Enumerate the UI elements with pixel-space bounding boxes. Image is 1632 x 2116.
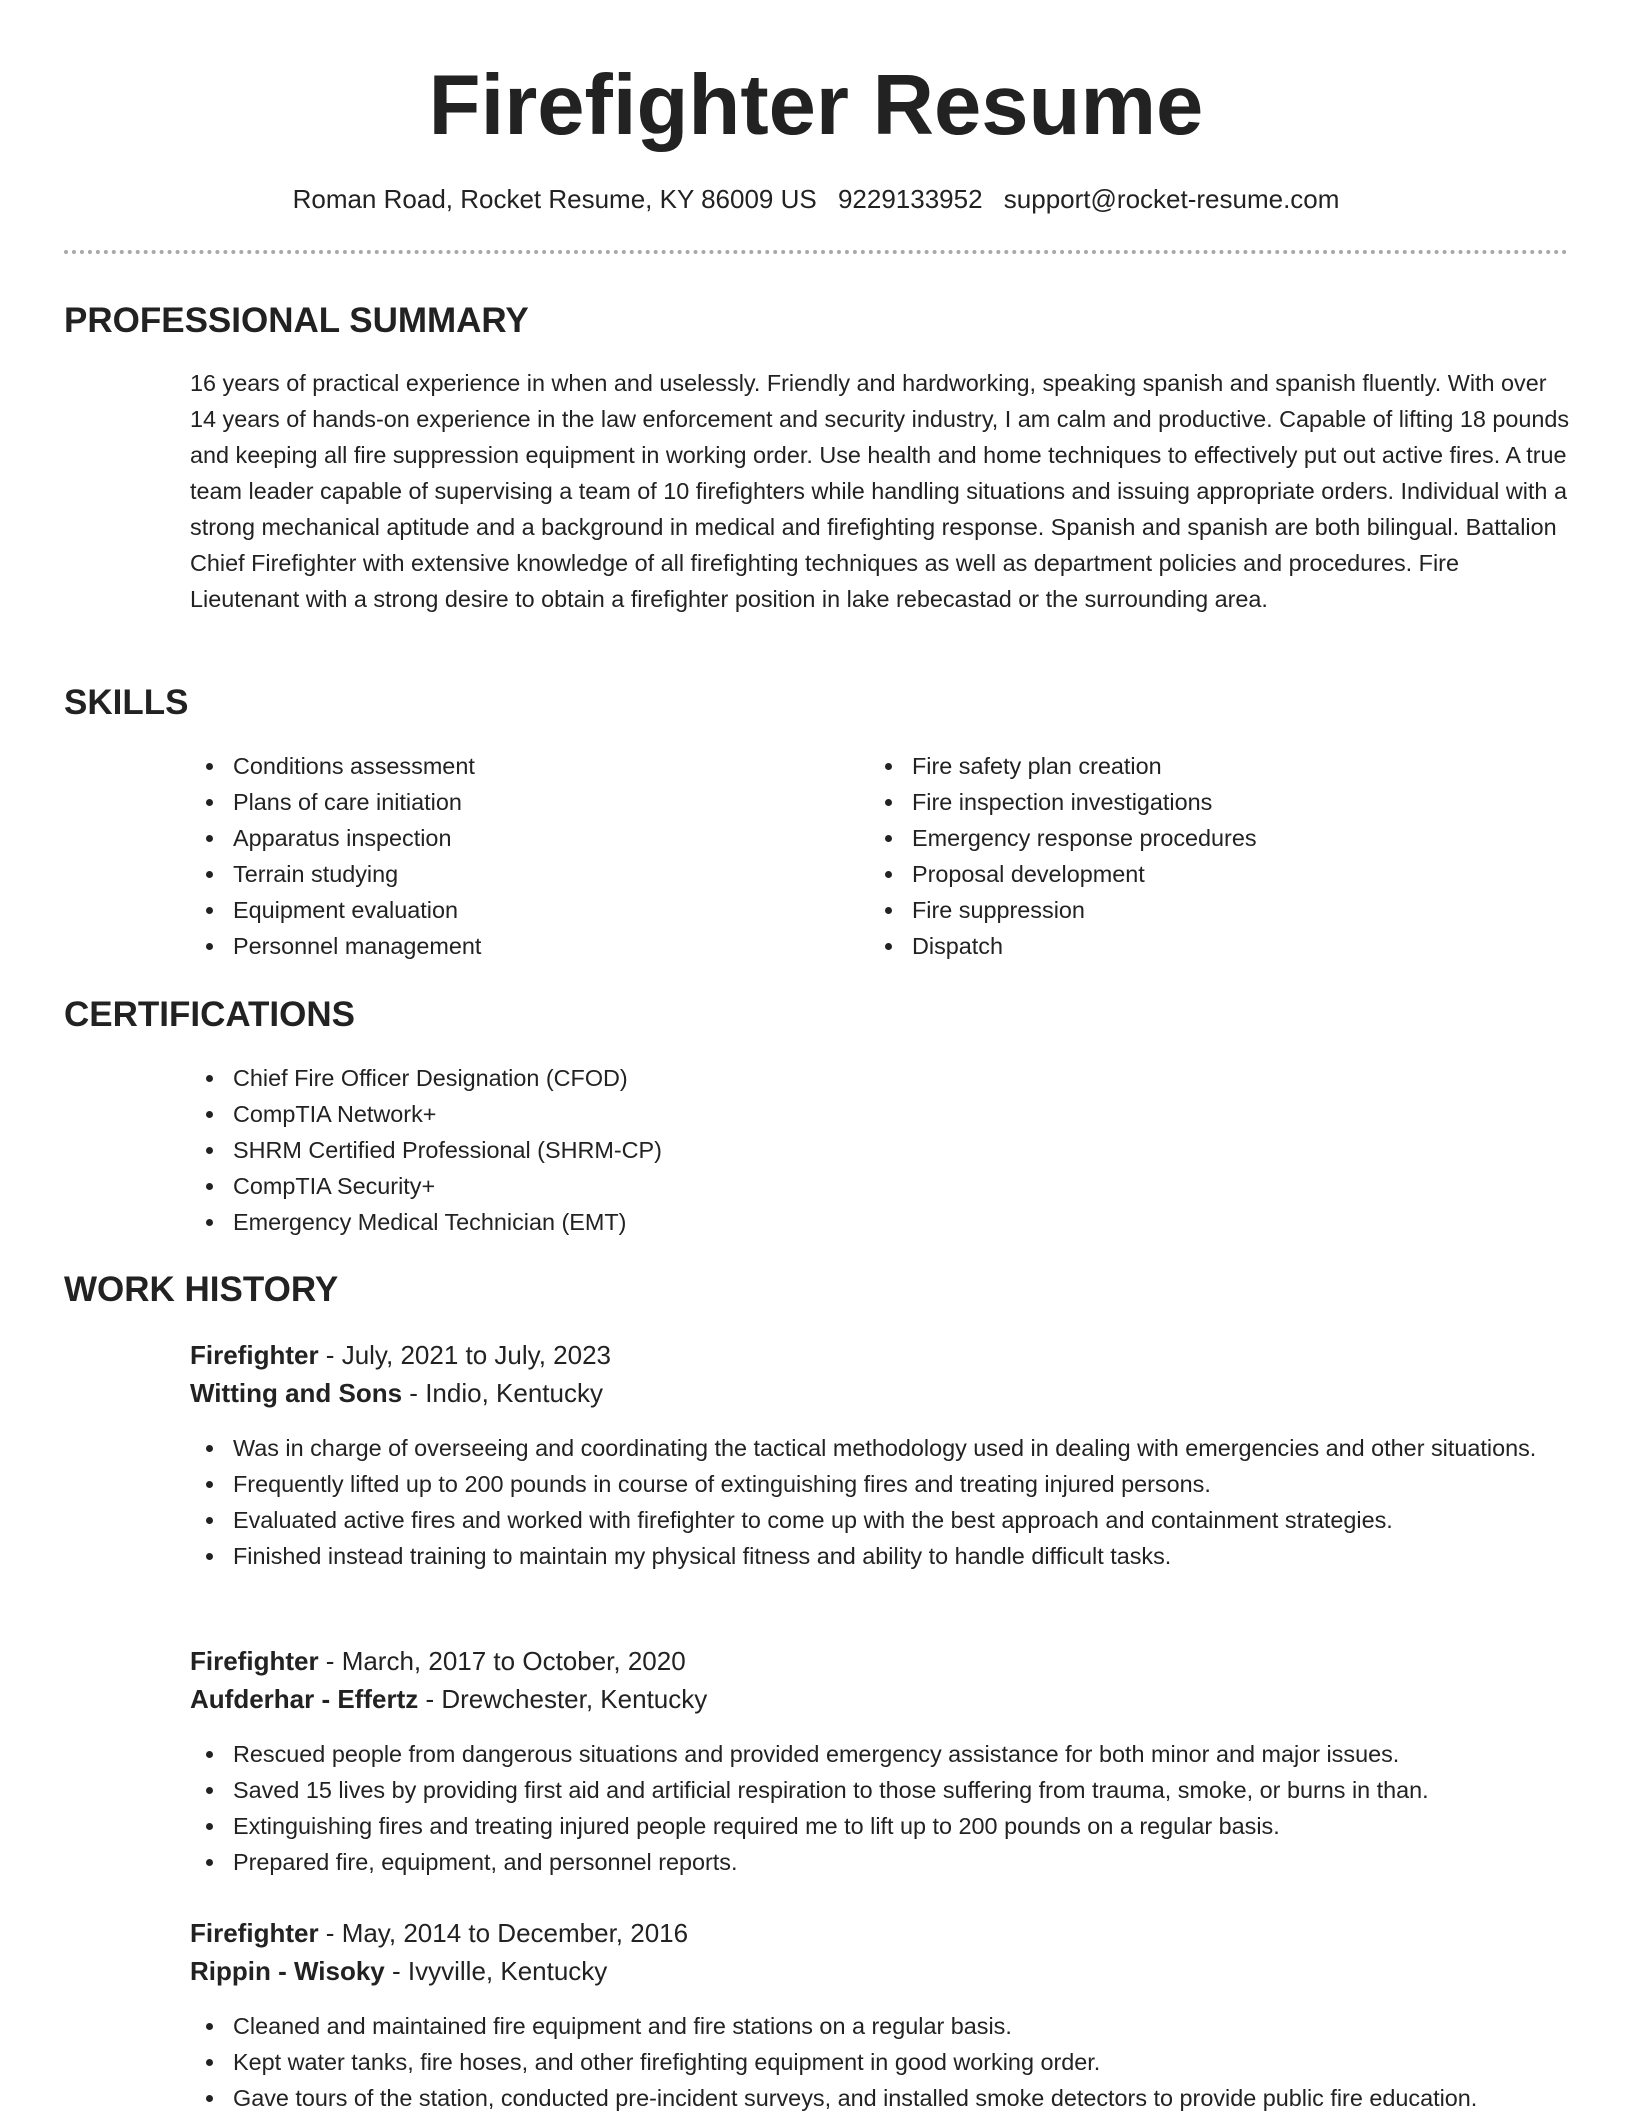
resume-title: Firefighter Resume — [428, 58, 1204, 153]
job-role: Firefighter — [190, 1918, 319, 1948]
job-employer: Witting and Sons - Indio, Kentucky — [190, 1378, 603, 1408]
job-header: Firefighter - May, 2014 to December, 2016 — [190, 1918, 689, 1948]
certifications-heading: CERTIFICATIONS — [64, 995, 356, 1034]
job-duty: Extinguishing fires and treating injured people required me to lift up to 200 pounds on a regular basis. — [233, 1808, 1613, 1844]
certification-item: CompTIA Network+ — [233, 1096, 1533, 1132]
certification-item: CompTIA Security+ — [233, 1168, 1533, 1204]
job-employer: Rippin - Wisoky - Ivyville, Kentucky — [190, 1956, 608, 1986]
job-dates: July, 2021 to July, 2023 — [341, 1340, 612, 1370]
job-duty: Was in charge of overseeing and coordinating the tactical methodology used in dealing with emergencies and other situations. — [233, 1430, 1570, 1466]
job-company: Rippin - Wisoky — [190, 1956, 385, 1986]
contact-address: Roman Road, Rocket Resume, KY 86009 US — [292, 184, 817, 214]
work-history-heading: WORK HISTORY — [64, 1270, 339, 1309]
skill-item: Fire safety plan creation — [912, 748, 1572, 784]
certification-item: Emergency Medical Technician (EMT) — [233, 1204, 1533, 1240]
job-location: Indio, Kentucky — [425, 1378, 603, 1408]
header-divider — [64, 250, 1568, 254]
job-duty: Prepared fire, equipment, and personnel reports. — [233, 1844, 1613, 1880]
skill-item: Personnel management — [233, 928, 853, 964]
job-duties-list — [190, 1736, 1613, 1880]
job-duties-list — [190, 2008, 1632, 2116]
skill-item: Plans of care initiation — [233, 784, 853, 820]
job-duty: Saved 15 lives by providing first aid and artificial respiration to those suffering from trauma, smoke, or burns in than. — [233, 1772, 1613, 1808]
certification-item: SHRM Certified Professional (SHRM-CP) — [233, 1132, 1533, 1168]
job-location: Ivyville, Kentucky — [407, 1956, 608, 1986]
contact-email: support@rocket-resume.com — [1003, 184, 1340, 214]
job-role: Firefighter — [190, 1646, 319, 1676]
job-duty: Frequently lifted up to 200 pounds in course of extinguishing fires and treating injured persons. — [233, 1466, 1570, 1502]
job-duty: Finished instead training to maintain my physical fitness and ability to handle difficult tasks. — [233, 1538, 1570, 1574]
skill-item: Apparatus inspection — [233, 820, 853, 856]
job-header: Firefighter - July, 2021 to July, 2023 — [190, 1340, 612, 1370]
skills-list-left — [190, 748, 853, 964]
skills-heading: SKILLS — [64, 683, 189, 722]
job-duty: Rescued people from dangerous situations and provided emergency assistance for both minor and major issues. — [233, 1736, 1613, 1772]
job-duty: Cleaned and maintained fire equipment and fire stations on a regular basis. — [233, 2008, 1632, 2044]
summary-text: 16 years of practical experience in when and uselessly. Friendly and hardworking, speaking spanish and spanish fluently. With over 14 years of hands-on experience in the law enforcement and security industry, I am calm and productive. Capable of lifting 18 pounds and keeping all fire suppression equipment in working order. Use health and home techniques to effectively put out active fires. A true team leader capable of supervising a team of 10 firefighters while handling situations and issuing appropriate orders. Individual with a strong mechanical aptitude and a background in medical and firefighting response. Spanish and spanish are both bilingual. Battalion Chief Firefighter with extensive knowledge of all firefighting techniques as well as department policies and procedures. Fire Lieutenant with a strong desire to obtain a firefighter position in lake rebecastad or the surrounding area. — [190, 370, 1570, 612]
job-duty: Gave tours of the station, conducted pre-incident surveys, and installed smoke detectors to provide public fire education. — [233, 2080, 1632, 2116]
job-location: Drewchester, Kentucky — [441, 1684, 708, 1714]
skill-item: Dispatch — [912, 928, 1572, 964]
job-role: Firefighter — [190, 1340, 319, 1370]
skill-item: Fire inspection investigations — [912, 784, 1572, 820]
certification-item: Chief Fire Officer Designation (CFOD) — [233, 1060, 1533, 1096]
job-dates: May, 2014 to December, 2016 — [341, 1918, 689, 1948]
certifications-list — [190, 1060, 1533, 1240]
skill-item: Fire suppression — [912, 892, 1572, 928]
job-header: Firefighter - March, 2017 to October, 2020 — [190, 1646, 686, 1676]
job-company: Aufderhar - Effertz — [190, 1684, 419, 1714]
job-duty: Evaluated active fires and worked with firefighter to come up with the best approach and containment strategies. — [233, 1502, 1570, 1538]
summary-heading: PROFESSIONAL SUMMARY — [64, 301, 529, 340]
job-duty: Kept water tanks, fire hoses, and other firefighting equipment in good working order. — [233, 2044, 1632, 2080]
skills-list-right — [869, 748, 1572, 964]
skill-item: Emergency response procedures — [912, 820, 1572, 856]
skill-item: Conditions assessment — [233, 748, 853, 784]
job-company: Witting and Sons — [190, 1378, 403, 1408]
contact-line — [0, 181, 1632, 217]
skill-item: Equipment evaluation — [233, 892, 853, 928]
job-employer: Aufderhar - Effertz - Drewchester, Kentucky — [190, 1684, 708, 1714]
job-dates: March, 2017 to October, 2020 — [341, 1646, 686, 1676]
skill-item: Proposal development — [912, 856, 1572, 892]
contact-phone: 9229133952 — [837, 184, 983, 214]
skill-item: Terrain studying — [233, 856, 853, 892]
job-duties-list — [190, 1430, 1570, 1574]
